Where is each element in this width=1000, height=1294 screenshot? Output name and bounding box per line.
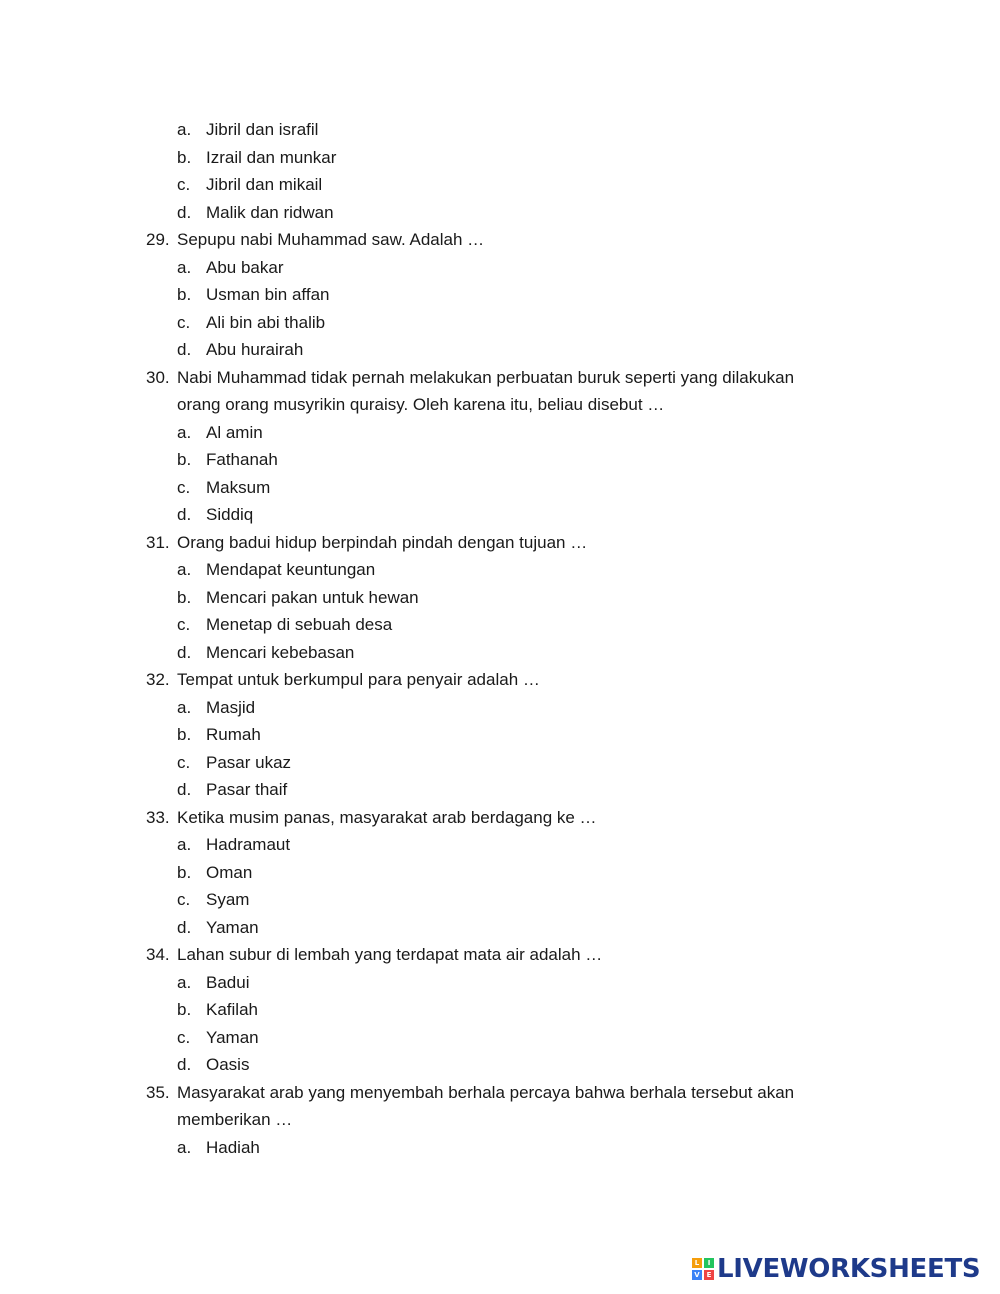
answer-option xyxy=(0,419,1000,447)
question-34 xyxy=(0,941,1000,969)
option-text: Oasis xyxy=(206,1055,250,1074)
question-text: Nabi Muhammad tidak pernah melakukan perbuatan buruk seperti yang dilakukan xyxy=(177,367,795,387)
option-letter: d. xyxy=(177,780,192,799)
option-text: Ali bin abi thalib xyxy=(206,312,326,332)
option-text: Masjid xyxy=(206,697,256,717)
answer-option xyxy=(0,996,1000,1024)
answer-option xyxy=(0,859,1000,887)
question-text: Masyarakat arab yang menyembah berhala percaya bahwa berhala tersebut akan xyxy=(177,1082,795,1102)
question-text: Lahan subur di lembah yang terdapat mata air adalah … xyxy=(177,945,603,964)
option-letter: b. xyxy=(177,450,192,469)
question-number: 33. xyxy=(146,807,170,827)
question-number: 31. xyxy=(146,532,170,552)
option-text: Mendapat keuntungan xyxy=(206,560,376,579)
option-text: Abu bakar xyxy=(206,257,284,277)
option-text: Kafilah xyxy=(206,1000,258,1019)
option-letter: d. xyxy=(177,1055,192,1074)
question-text-continuation xyxy=(0,1106,1000,1134)
question-text: Sepupu nabi Muhammad saw. Adalah … xyxy=(177,230,485,249)
answer-option xyxy=(0,831,1000,859)
option-letter: a. xyxy=(177,835,192,854)
option-text: Pasar thaif xyxy=(206,780,288,799)
option-letter: d. xyxy=(177,642,192,662)
option-text: Yaman xyxy=(206,917,259,937)
option-letter: a. xyxy=(177,257,192,277)
answer-option xyxy=(0,611,1000,639)
question-number: 29. xyxy=(146,230,170,249)
answer-option xyxy=(0,281,1000,309)
option-letter: a. xyxy=(177,697,192,717)
option-letter: a. xyxy=(177,1137,192,1157)
option-text: Mencari pakan untuk hewan xyxy=(206,587,419,607)
question-text: memberikan … xyxy=(177,1110,293,1129)
answer-option xyxy=(0,721,1000,749)
question-text: Tempat untuk berkumpul para penyair adalah … xyxy=(177,670,540,689)
question-text: Ketika musim panas, masyarakat arab berdagang ke … xyxy=(177,807,597,827)
option-text: Yaman xyxy=(206,1027,259,1047)
logo-mark-tile: V xyxy=(692,1270,702,1280)
question-31 xyxy=(0,529,1000,557)
option-letter: b. xyxy=(177,147,192,167)
option-text: Fathanah xyxy=(206,450,278,469)
option-text: Hadiah xyxy=(206,1137,260,1157)
answer-option xyxy=(0,556,1000,584)
answer-option xyxy=(0,886,1000,914)
question-29 xyxy=(0,226,1000,254)
option-letter: c. xyxy=(177,1027,191,1047)
option-letter: c. xyxy=(177,615,191,634)
answer-option xyxy=(0,144,1000,172)
option-text: Hadramaut xyxy=(206,835,291,854)
question-text-continuation xyxy=(0,391,1000,419)
answer-option xyxy=(0,584,1000,612)
liveworksheets-logo-icon xyxy=(692,1258,714,1280)
answer-option xyxy=(0,776,1000,804)
option-letter: d. xyxy=(177,202,192,222)
answer-option xyxy=(0,501,1000,529)
answer-option xyxy=(0,1134,1000,1162)
option-text: Mencari kebebasan xyxy=(206,642,355,662)
answer-option xyxy=(0,749,1000,777)
answer-option xyxy=(0,309,1000,337)
question-text: orang orang musyrikin quraisy. Oleh karena itu, beliau disebut … xyxy=(177,395,665,414)
option-letter: a. xyxy=(177,972,192,992)
option-text: Oman xyxy=(206,862,253,882)
logo-mark-tile: L xyxy=(692,1258,702,1268)
option-letter: d. xyxy=(177,505,192,524)
liveworksheets-logo-text: LIVEWORKSHEETS xyxy=(717,1254,981,1284)
answer-option xyxy=(0,446,1000,474)
answer-option xyxy=(0,171,1000,199)
option-letter: d. xyxy=(177,340,192,359)
option-letter: a. xyxy=(177,120,192,139)
logo-mark-tile: I xyxy=(704,1258,714,1268)
option-letter: c. xyxy=(177,752,191,772)
option-letter: a. xyxy=(177,422,192,442)
option-text: Rumah xyxy=(206,725,261,744)
option-text: Malik dan ridwan xyxy=(206,202,334,222)
question-number: 35. xyxy=(146,1082,170,1102)
option-letter: b. xyxy=(177,587,192,607)
answer-option xyxy=(0,694,1000,722)
question-number: 30. xyxy=(146,367,170,387)
option-letter: c. xyxy=(177,175,191,194)
option-text: Jibril dan israfil xyxy=(206,120,319,139)
option-text: Siddiq xyxy=(206,505,254,524)
answer-option xyxy=(0,639,1000,667)
option-letter: c. xyxy=(177,890,191,909)
option-text: Maksum xyxy=(206,477,271,497)
option-letter: c. xyxy=(177,477,191,497)
question-number: 34. xyxy=(146,945,170,964)
option-text: Al amin xyxy=(206,422,263,442)
option-text: Jibril dan mikail xyxy=(206,175,323,194)
question-35 xyxy=(0,1079,1000,1107)
option-letter: b. xyxy=(177,725,192,744)
option-text: Izrail dan munkar xyxy=(206,147,337,167)
answer-option xyxy=(0,116,1000,144)
question-33 xyxy=(0,804,1000,832)
option-letter: b. xyxy=(177,285,192,304)
option-text: Menetap di sebuah desa xyxy=(206,615,393,634)
option-text: Syam xyxy=(206,890,250,909)
option-text: Badui xyxy=(206,972,250,992)
option-letter: b. xyxy=(177,1000,192,1019)
answer-option xyxy=(0,1024,1000,1052)
option-letter: b. xyxy=(177,862,192,882)
liveworksheets-logo[interactable] xyxy=(692,1252,980,1286)
answer-option xyxy=(0,969,1000,997)
answer-option xyxy=(0,474,1000,502)
worksheet-page xyxy=(0,116,1000,1161)
option-text: Abu hurairah xyxy=(206,340,304,359)
option-letter: a. xyxy=(177,560,192,579)
question-text: Orang badui hidup berpindah pindah dengan tujuan … xyxy=(177,532,588,552)
option-letter: c. xyxy=(177,312,191,332)
question-30 xyxy=(0,364,1000,392)
option-text: Usman bin affan xyxy=(206,285,330,304)
question-32 xyxy=(0,666,1000,694)
answer-option xyxy=(0,199,1000,227)
answer-option xyxy=(0,1051,1000,1079)
option-text: Pasar ukaz xyxy=(206,752,292,772)
question-number: 32. xyxy=(146,670,170,689)
logo-mark-tile: E xyxy=(704,1270,714,1280)
answer-option xyxy=(0,254,1000,282)
option-letter: d. xyxy=(177,917,192,937)
answer-option xyxy=(0,336,1000,364)
answer-option xyxy=(0,914,1000,942)
